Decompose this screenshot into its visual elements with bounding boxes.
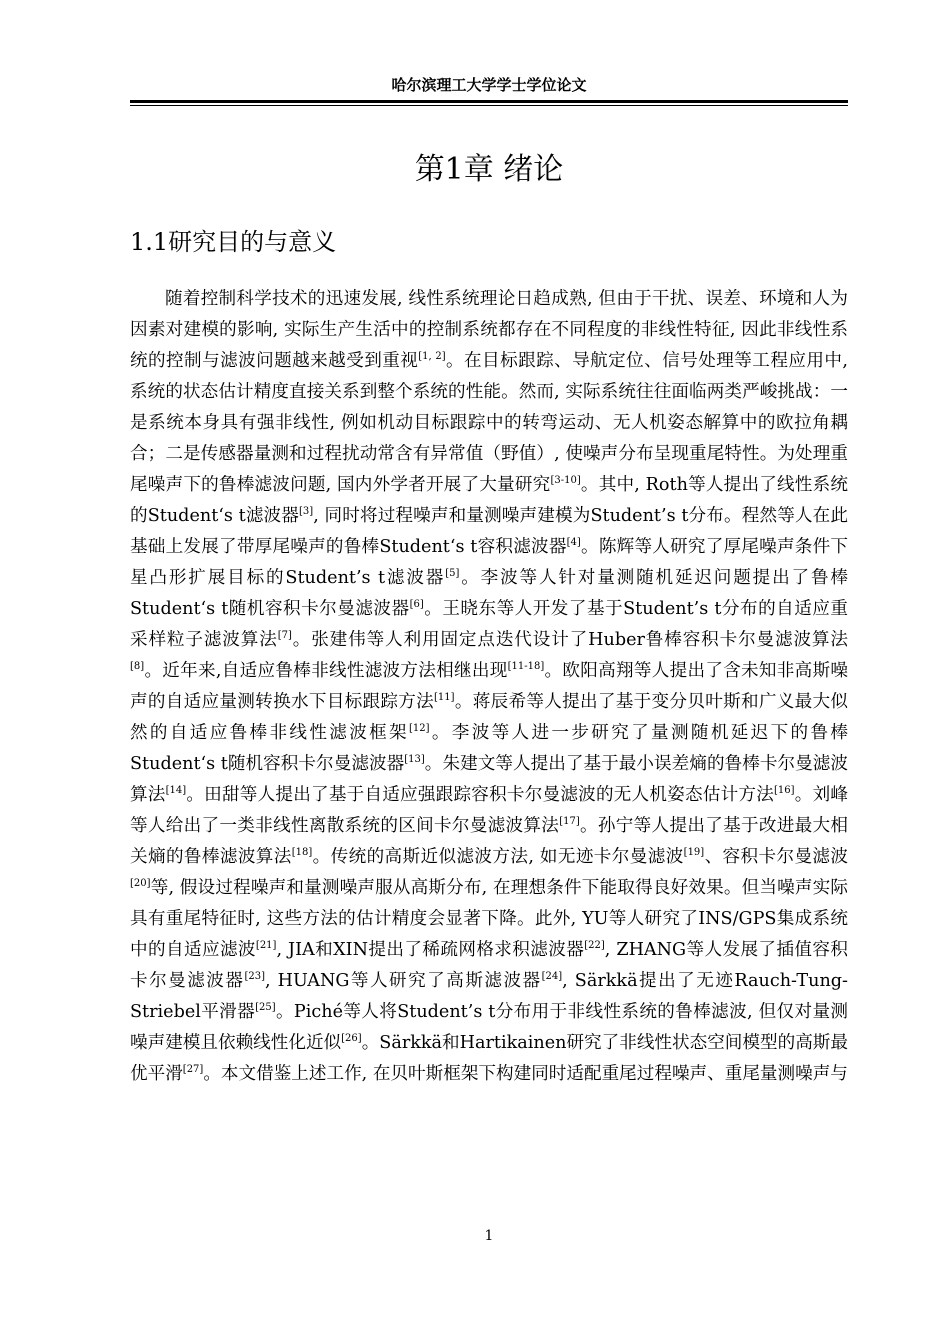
citation-reference: [16] <box>774 785 795 796</box>
citation-reference: [14] <box>165 785 187 796</box>
section-title: 1.1研究目的与意义 <box>130 228 337 256</box>
citation-reference: [1, 2] <box>418 351 446 362</box>
citation-reference: [24] <box>541 971 563 982</box>
citation-reference: [3-10] <box>550 475 581 486</box>
paragraph-text: 。陈辉等人研究了厚尾噪声条件下星凸形扩展目标的Student’s t滤波器 <box>130 537 848 588</box>
citation-reference: [11] <box>434 692 455 703</box>
header-rule-thin <box>130 105 848 106</box>
citation-reference: [23] <box>244 971 265 982</box>
paragraph-text: 。其中, Roth等人提出了线性系统的Student‘s t滤波器 <box>130 475 848 526</box>
citation-reference: [6] <box>409 599 424 610</box>
paragraph-text: 。传统的高斯近似滤波方法, 如无迹卡尔曼滤波 <box>312 847 684 867</box>
paragraph-text: , 同时将过程噪声和量测噪声建模为Student’s t分布。程然等人在此基础上发展了带厚尾噪声的鲁棒Student‘s t容积滤波器 <box>130 506 848 557</box>
citation-reference: [11-18] <box>507 661 545 672</box>
body-paragraph <box>130 284 848 1090</box>
paragraph-text: 。李波等人进一步研究了量测随机延迟下的鲁棒Student‘s t随机容积卡尔曼滤波器 <box>130 723 848 774</box>
citation-reference: [13] <box>404 754 425 765</box>
paragraph-text: 。李波等人针对量测随机延迟问题提出了鲁棒Student‘s t随机容积卡尔曼滤波器 <box>130 568 848 619</box>
citation-reference: [4] <box>566 537 581 548</box>
paragraph-text: 。朱建文等人提出了基于最小误差熵的鲁棒卡尔曼滤波算法 <box>130 754 848 805</box>
citation-reference: [3] <box>299 506 314 517</box>
page-header: 哈尔滨理工大学学士学位论文 <box>391 76 587 94</box>
paragraph-text: 。蒋辰希等人提出了基于变分贝叶斯和广义最大似然的自适应鲁棒非线性滤波框架 <box>130 692 848 743</box>
paragraph-text: 。孙宁等人提出了基于改进最大相关熵的鲁棒滤波算法 <box>130 816 848 867</box>
paragraph-text: 。张建伟等人利用固定点迭代设计了Huber鲁棒容积卡尔曼滤波算法 <box>291 630 848 650</box>
citation-reference: [18] <box>291 847 313 858</box>
paragraph-text: 。本文借鉴上述工作, 在贝叶斯框架下构建同时适配重尾过程噪声、重尾量测噪声与 <box>203 1064 848 1084</box>
citation-reference: [22] <box>584 940 605 951</box>
chapter-title: 第1章 绪论 <box>414 152 564 187</box>
citation-reference: [5] <box>445 568 460 579</box>
paragraph-text: 。Särkkä和Hartikainen研究了非线性状态空间模型的高斯最优平滑 <box>130 1033 848 1084</box>
paragraph-text: 。近年来,自适应鲁棒非线性滤波方法相继出现 <box>144 661 508 681</box>
paragraph-text: , JIA和XIN提出了稀疏网格求积滤波器 <box>276 940 585 960</box>
paragraph-text: 。刘峰等人给出了一类非线性离散系统的区间卡尔曼滤波算法 <box>130 785 848 836</box>
citation-reference: [26] <box>341 1033 362 1044</box>
citation-reference: [25] <box>255 1002 276 1013</box>
citation-reference: [19] <box>683 847 705 858</box>
paragraph-text: 。Piché等人将Student’s t分布用于非线性系统的鲁棒滤波, 但仅对量测噪声建模且依赖线性化近似 <box>130 1002 848 1053</box>
page-number: 1 <box>484 1228 494 1244</box>
citation-reference: [27] <box>182 1064 204 1075</box>
paragraph-text: , ZHANG等人发展了插值容积卡尔曼滤波器 <box>130 940 848 991</box>
citation-reference: [8] <box>130 661 145 672</box>
paragraph-text: , HUANG等人研究了高斯滤波器 <box>264 971 542 991</box>
paragraph-text: , Särkkä提出了无迹Rauch-Tung-Striebel平滑器 <box>130 971 848 1022</box>
paragraph-text: 、容积卡尔曼滤波 <box>704 847 848 867</box>
header-rule-thick <box>130 100 848 103</box>
citation-reference: [21] <box>255 940 277 951</box>
paragraph-text: 等, 假设过程噪声和量测噪声服从高斯分布, 在理想条件下能取得良好效果。但当噪声实际具有重尾特征时, 这些方法的估计精度会显著下降。此外, YU等人研究了INS/GPS集成系统中的自适应滤波 <box>130 878 848 960</box>
paragraph-text: 随着控制科学技术的迅速发展, 线性系统理论日趋成熟, 但由于干扰、误差、环境和人为因素对建模的影响, 实际生产生活中的控制系统都存在不同程度的非线性特征, 因此非线性系统的控制与滤波问题越来越受到重视 <box>130 289 848 371</box>
citation-reference: [12] <box>408 723 430 734</box>
citation-reference: [20] <box>130 878 151 889</box>
paragraph-text: 。在目标跟踪、导航定位、信号处理等工程应用中, 系统的状态估计精度直接关系到整个系统的性能。然而, 实际系统往往面临两类严峻挑战：一是系统本身具有强非线性, 例如机动目标跟踪中的转弯运动、无人机姿态解算中的欧拉角耦合；二是传感器量测和过程扰动常含有异常值（野值）, 使噪声分布呈现重尾特性。为处理重尾噪声下的鲁棒滤波问题, 国内外学者开展了大量研究 <box>130 351 848 495</box>
citation-reference: [17] <box>559 816 580 827</box>
paragraph-text: 。王晓东等人开发了基于Student’s t分布的自适应重采样粒子滤波算法 <box>130 599 848 650</box>
citation-reference: [7] <box>277 630 292 641</box>
paragraph-text: 。欧阳高翔等人提出了含未知非高斯噪声的自适应量测转换水下目标跟踪方法 <box>130 661 848 712</box>
paragraph-text: 。田甜等人提出了基于自适应强跟踪容积卡尔曼滤波的无人机姿态估计方法 <box>186 785 775 805</box>
